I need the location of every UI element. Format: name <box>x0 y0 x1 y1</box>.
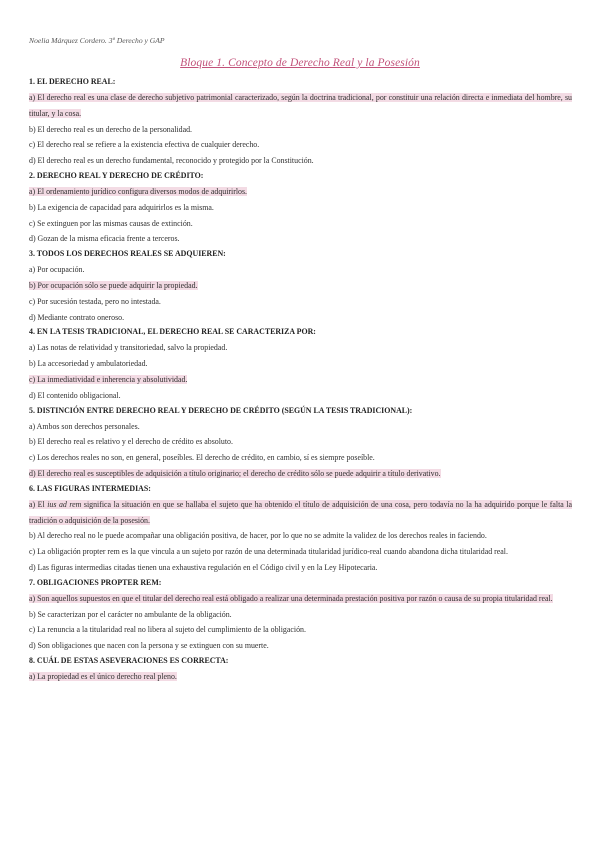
answer-option-text: a) Ambos son derechos personales. <box>29 421 140 431</box>
question-block <box>29 247 572 325</box>
answer-option-text: a) El ordenamiento jurídico configura diversos modos de adquirirlos. <box>29 186 248 196</box>
answer-option-text: d) Gozan de la misma eficacia frente a terceros. <box>29 234 180 244</box>
question-block <box>29 169 572 247</box>
document-title: Bloque 1. Concepto de Derecho Real y la Posesión <box>180 57 420 69</box>
answer-option-text: a) El ius ad rem significa la situación en que se hallaba el sujeto que ha obtenido el título de adquisición de una cosa, pero todavía no la ha adquirido porque le falta la tradición o adquisición de la posesión. <box>29 499 572 525</box>
answer-option-correct <box>29 184 572 200</box>
question-heading: 8. CUÁL DE ESTAS ASEVERACIONES ES CORRECTA: <box>29 655 229 665</box>
answer-option-text: a) El derecho real es una clase de derecho subjetivo patrimonial caracterizado, según la doctrina tradicional, por constituir una relación directa e inmediata del hombre, su titular, y la cosa. <box>29 93 572 118</box>
question-block <box>29 404 572 482</box>
answer-option-text: a) Por ocupación. <box>29 265 85 275</box>
answer-option <box>29 294 572 310</box>
answer-option-text: d) El derecho real es un derecho fundamental, reconocido y protegido por la Constitución. <box>29 156 314 166</box>
answer-option-text: c) La obligación propter rem es la que vincula a un sujeto por razón de una determinada titularidad jurídico-real cuando abandona dicha titularidad real. <box>29 547 508 557</box>
answer-option <box>29 216 572 232</box>
answer-option <box>29 122 572 138</box>
answer-option-correct <box>29 372 572 388</box>
question-block <box>29 482 572 576</box>
answer-option-text: a) Las notas de relatividad y transitoriedad, salvo la propiedad. <box>29 343 228 353</box>
question-heading: 1. EL DERECHO REAL: <box>29 77 116 86</box>
answer-option-text: b) La accesoriedad y ambulatoriedad. <box>29 359 148 369</box>
answer-option <box>29 200 572 216</box>
question-block <box>29 576 572 654</box>
answer-option <box>29 560 572 576</box>
answer-option-text: c) Los derechos reales no son, en general, poseíbles. El derecho de crédito, en cambio, sí es siempre poseíble. <box>29 453 375 463</box>
answer-option <box>29 137 572 153</box>
answer-option-text: d) El derecho real es susceptibles de adquisición a título originario; el derecho de crédito sólo se puede adquirir a título derivativo. <box>29 468 441 478</box>
answer-option <box>29 262 572 278</box>
latin-term: ius ad rem <box>47 499 82 509</box>
question-heading: 2. DERECHO REAL Y DERECHO DE CRÉDITO: <box>29 170 204 180</box>
question-block <box>29 325 572 403</box>
question-heading: 4. EN LA TESIS TRADICIONAL, EL DERECHO REAL SE CARACTERIZA POR: <box>29 327 316 337</box>
answer-option-correct <box>29 278 572 294</box>
answer-option <box>29 607 572 623</box>
question-heading: 6. LAS FIGURAS INTERMEDIAS: <box>29 483 151 493</box>
answer-option-text: c) Por sucesión testada, pero no intestada. <box>29 296 161 306</box>
question-heading: 5. DISTINCIÓN ENTRE DERECHO REAL Y DERECHO DE CRÉDITO (SEGÚN LA TESIS TRADICIONAL): <box>29 405 413 415</box>
answer-option-text: d) Mediante contrato oneroso. <box>29 312 125 322</box>
answer-option-correct <box>29 90 572 122</box>
answer-option-text: b) El derecho real es un derecho de la personalidad. <box>29 124 192 134</box>
answer-option <box>29 638 572 654</box>
answer-option <box>29 388 572 404</box>
answer-option-correct <box>29 669 572 685</box>
answer-option-text: c) El derecho real se refiere a la existencia efectiva de cualquier derecho. <box>29 140 260 150</box>
answer-option <box>29 622 572 638</box>
answer-option-text: c) La renuncia a la titularidad real no libera al sujeto del cumplimiento de la obligación. <box>29 625 306 635</box>
answer-option-text: c) La inmediatividad e inherencia y absolutividad. <box>29 374 188 384</box>
answer-option-text: b) El derecho real es relativo y el derecho de crédito es absoluto. <box>29 437 233 447</box>
question-block <box>29 654 572 685</box>
answer-option-text: b) Se caracterizan por el carácter no ambulante de la obligación. <box>29 609 232 619</box>
answer-option <box>29 231 572 247</box>
answer-option <box>29 419 572 435</box>
answer-option <box>29 153 572 169</box>
answer-option <box>29 450 572 466</box>
answer-option-correct <box>29 466 572 482</box>
answer-option-text: d) Son obligaciones que nacen con la persona y se extinguen con su muerte. <box>29 641 269 651</box>
answer-option <box>29 544 572 560</box>
answer-option <box>29 340 572 356</box>
question-heading: 3. TODOS LOS DERECHOS REALES SE ADQUIEREN: <box>29 249 226 259</box>
question-heading: 7. OBLIGACIONES PROPTER REM: <box>29 577 162 587</box>
answer-option <box>29 310 572 326</box>
answer-option-correct <box>29 497 572 529</box>
answer-option-text: a) Son aquellos supuestos en que el titular del derecho real está obligado a realizar una determinada prestación positiva por razón o causa de su propia titularidad real. <box>29 593 553 603</box>
answer-option <box>29 434 572 450</box>
answer-option-text: a) La propiedad es el único derecho real pleno. <box>29 671 177 681</box>
author-line: Noelia Márquez Cordero. 3º Derecho y GAP <box>29 36 165 45</box>
answer-option-text: d) El contenido obligacional. <box>29 390 121 400</box>
answer-option-text: d) Las figuras intermedias citadas tienen una exhaustiva regulación en el Código civil y en la Ley Hipotecaria. <box>29 562 378 572</box>
answer-option <box>29 356 572 372</box>
answer-option-text: b) Al derecho real no le puede acompañar una obligación positiva, de hacer, por lo que no se admite la validez de los derechos reales in faciendo. <box>29 531 487 541</box>
answer-option-text: b) La exigencia de capacidad para adquirirlos es la misma. <box>29 202 214 212</box>
answer-option <box>29 528 572 544</box>
question-list <box>29 75 572 685</box>
answer-option-correct <box>29 591 572 607</box>
answer-option-text: b) Por ocupación sólo se puede adquirir la propiedad. <box>29 280 198 290</box>
answer-option-text: c) Se extinguen por las mismas causas de extinción. <box>29 218 193 228</box>
question-block <box>29 75 572 169</box>
